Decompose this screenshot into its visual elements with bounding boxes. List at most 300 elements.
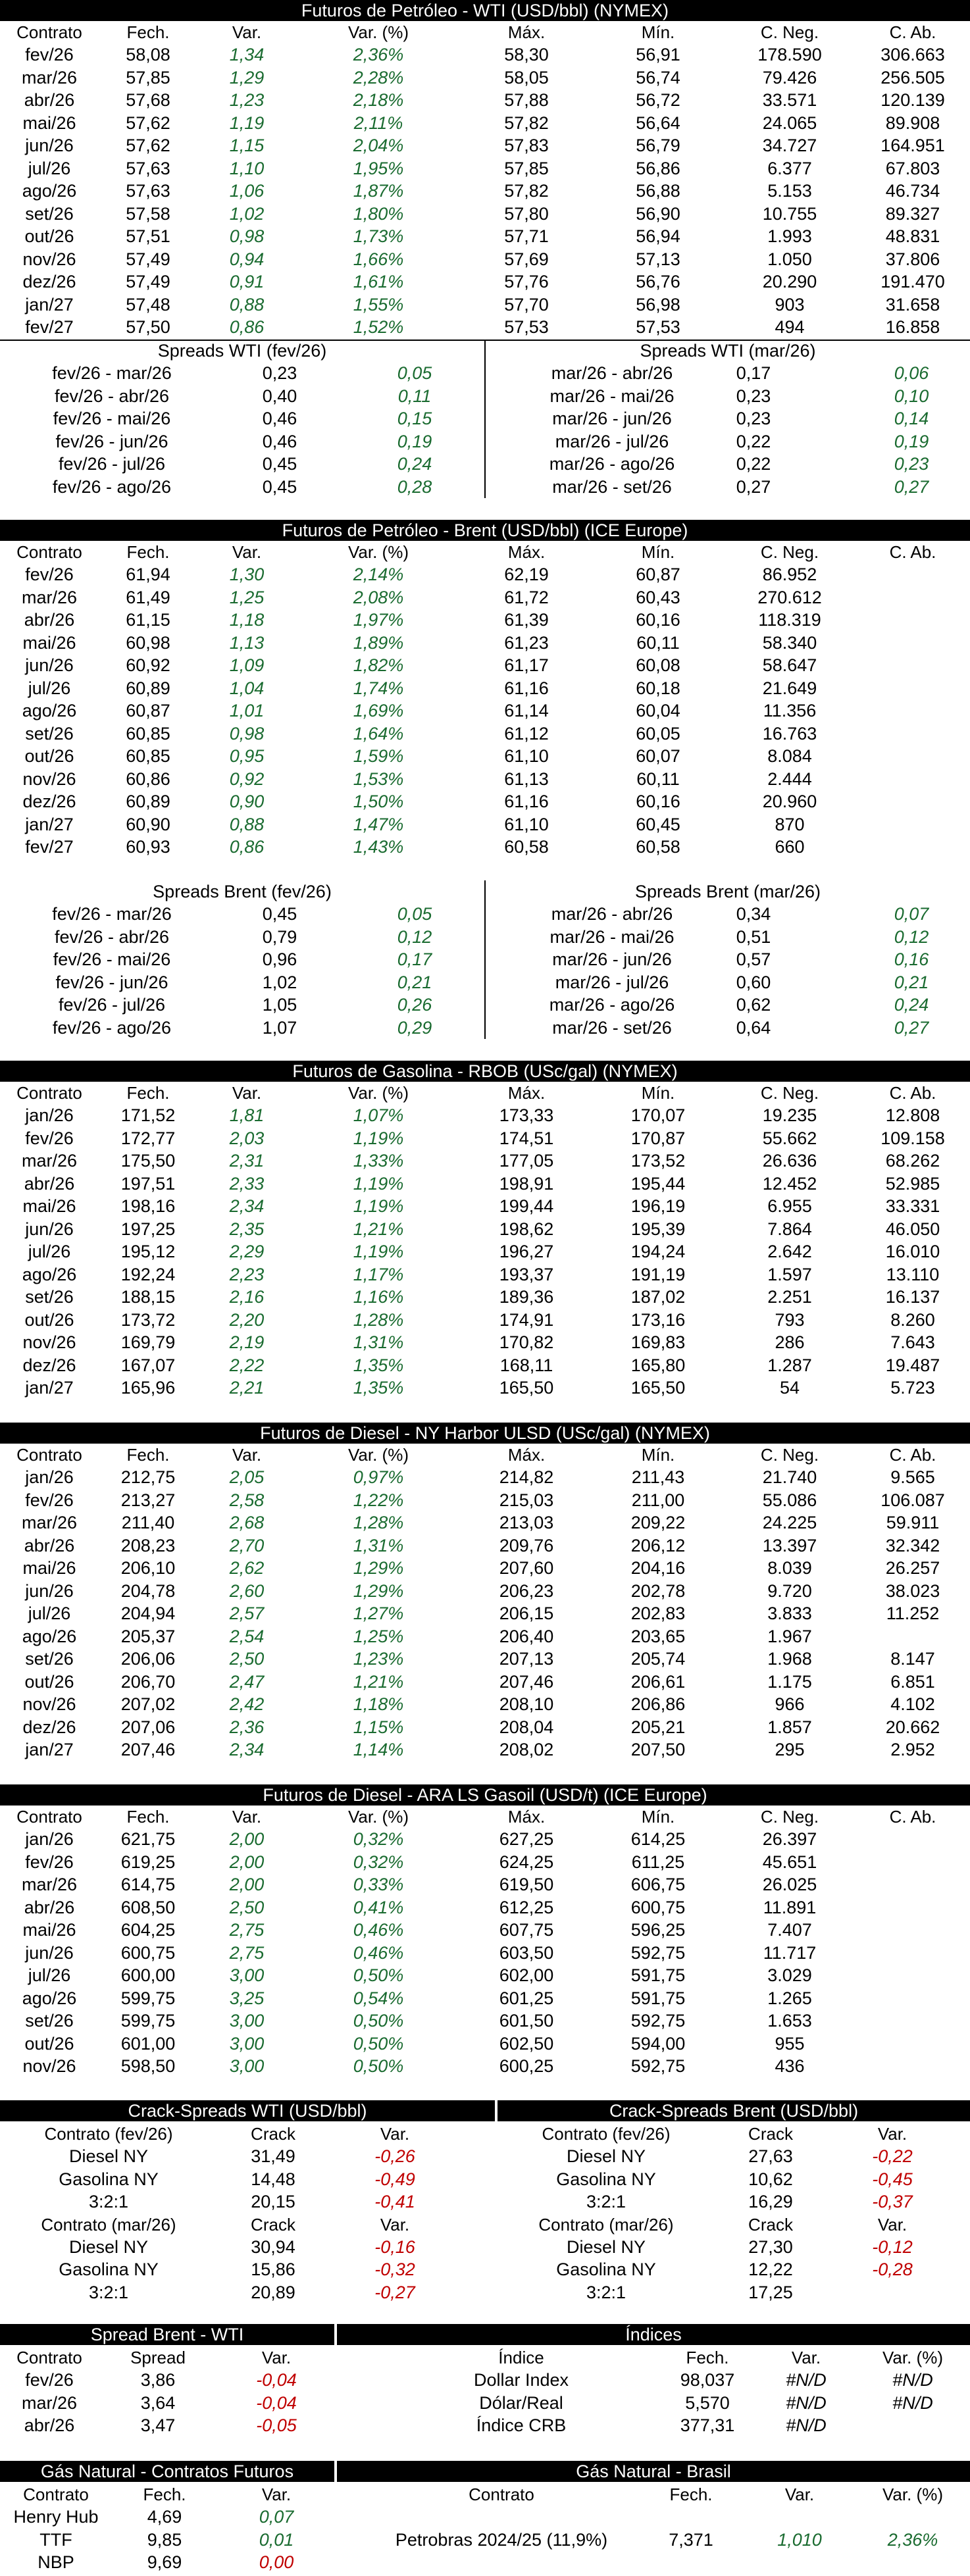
table-row (0, 112, 970, 135)
wti-cell: 67.803 (885, 158, 940, 178)
gasoil-header-row (0, 1806, 970, 1828)
rbob-cell: 1,81 (229, 1105, 265, 1125)
gasoil-cell: ago/26 (22, 1988, 77, 2008)
rbob-cell: jul/26 (28, 1242, 71, 1261)
spread-bw-value: 3,64 (140, 2392, 176, 2413)
brent-cell: fev/27 (25, 837, 74, 857)
table-row (0, 768, 970, 791)
rbob-cell: 1,19% (353, 1196, 404, 1216)
gasoil-cell: 3,00 (229, 2011, 265, 2031)
gasoil-cell: 596,25 (630, 1920, 686, 1940)
ulsd-col-header: Var. (%) (348, 1445, 409, 1465)
table-row (0, 1309, 970, 1332)
brent-cell: 61,16 (504, 792, 549, 811)
gasoil-cell: 621,75 (120, 1829, 176, 1849)
rbob-cell: 169,83 (630, 1332, 686, 1352)
brent-cell: 1,13 (229, 632, 265, 653)
brent-cell: 60,92 (126, 655, 170, 675)
table-row (0, 134, 970, 157)
index-name: Dollar Index (473, 2370, 569, 2390)
crack-row (0, 2281, 472, 2304)
rbob-cell: 2,29 (229, 1242, 265, 1261)
rbob-cell: 33.331 (885, 1196, 940, 1216)
crack-label: 3:2:1 (88, 2282, 129, 2302)
rbob-cell: 177,05 (499, 1151, 554, 1171)
ulsd-cell: 213,27 (120, 1490, 176, 1510)
gasoil-cell: 11.891 (763, 1897, 817, 1917)
rbob-cell: 170,87 (630, 1128, 686, 1148)
spread-value: 0,79 (262, 926, 297, 947)
crack-col-header: Crack (251, 2124, 295, 2144)
table-row (0, 1625, 970, 1648)
natgas-value: 9,69 (147, 2552, 182, 2572)
ulsd-cell: 2,47 (229, 1671, 265, 1692)
spread-var: 0,29 (397, 1017, 432, 1038)
gasoil-cell: 627,25 (499, 1829, 554, 1849)
gasoil-col-header: C. Ab. (889, 1807, 936, 1827)
rbob-cell: fev/26 (25, 1128, 74, 1148)
gasoil-cell: jul/26 (28, 1965, 71, 1985)
wti-col-header: Var. (%) (348, 22, 409, 42)
wti-cell: 56,76 (636, 272, 680, 291)
ulsd-cell: 206,10 (120, 1558, 176, 1578)
wti-cell: 57,80 (504, 203, 549, 224)
index-var: #N/D (786, 2392, 827, 2413)
ulsd-cell: 38.023 (885, 1580, 940, 1601)
spread-value: 1,02 (262, 972, 297, 992)
spread-var: 0,05 (397, 904, 432, 924)
table-row (0, 293, 970, 316)
ulsd-cell: 32.342 (885, 1535, 940, 1555)
spread-bw-var: -0,04 (256, 2370, 297, 2390)
spread-label: fev/26 - mar/26 (52, 904, 172, 924)
ulsd-cell: 215,03 (499, 1490, 554, 1510)
table-row (0, 1263, 970, 1286)
crack-row (498, 2281, 970, 2304)
brent-section (0, 520, 970, 859)
crack-label: Gasolina NY (556, 2169, 656, 2189)
brent-cell: 16.763 (762, 723, 817, 744)
ulsd-cell: jan/27 (25, 1740, 74, 1759)
rbob-cell: 170,07 (630, 1105, 686, 1125)
wti-cell: 56,64 (636, 113, 680, 133)
table-row (0, 813, 970, 836)
crack-var: -0,37 (872, 2192, 913, 2211)
wti-cell: 0,91 (229, 272, 265, 291)
wti-col-header: C. Ab. (889, 22, 936, 42)
ulsd-cell: 2,68 (229, 1513, 265, 1532)
ulsd-cell: 2,34 (229, 1740, 265, 1759)
wti-cell: 1,23 (229, 90, 265, 110)
wti-cell: 57,70 (504, 294, 549, 315)
gasoil-cell: 0,33% (353, 1875, 404, 1894)
spread-row (0, 385, 970, 408)
gasoil-cell: 0,46% (353, 1942, 404, 1963)
brent-cell: 1,53% (353, 769, 404, 789)
spread-bw-var: -0,05 (256, 2415, 297, 2435)
rbob-cell: 2,33 (229, 1173, 265, 1194)
spread-value: 0,45 (262, 454, 297, 474)
ulsd-cell: 21.740 (762, 1467, 817, 1487)
brent-cell: 61,39 (504, 610, 549, 630)
gasoil-cell: 2,00 (229, 1875, 265, 1894)
natgas-col-header: Fech. (143, 2485, 186, 2504)
wti-cell: 56,79 (636, 136, 680, 155)
crack-row (0, 2190, 472, 2213)
rbob-cell: nov/26 (22, 1332, 76, 1352)
spread-var: 0,19 (397, 431, 432, 451)
rbob-cell: 19.487 (885, 1355, 940, 1375)
gasoil-cell: 614,75 (120, 1875, 176, 1894)
table-row (0, 699, 970, 722)
table-row (0, 1602, 970, 1625)
ulsd-cell: mai/26 (22, 1558, 76, 1578)
crack-label: Gasolina NY (59, 2260, 159, 2279)
wti-cell: 57,49 (126, 249, 170, 269)
spread-row (0, 362, 970, 385)
gasoil-cell: 3,00 (229, 2033, 265, 2054)
rbob-cell: 196,19 (630, 1196, 686, 1216)
wti-cell: 2,04% (353, 136, 404, 155)
ulsd-cell: 106.087 (881, 1490, 945, 1510)
crack-header-row (0, 2213, 472, 2236)
ulsd-cell: 208,10 (499, 1694, 554, 1714)
wti-cell: 2,36% (353, 45, 404, 64)
wti-cell: 57,71 (504, 226, 549, 246)
rbob-cell: 16.010 (885, 1242, 940, 1261)
brent-cell: 61,10 (504, 814, 549, 834)
gasoil-cell: 599,75 (120, 1988, 176, 2008)
spread-label: mar/26 - abr/26 (551, 904, 673, 924)
natgas-contract: TTF (39, 2529, 72, 2550)
gasoil-cell: 624,25 (499, 1852, 554, 1872)
spread-var: 0,12 (894, 926, 929, 947)
ulsd-cell: 11.252 (886, 1604, 940, 1623)
wti-cell: 89.908 (885, 113, 940, 133)
brent-cell: abr/26 (24, 610, 75, 630)
index-value: 377,31 (680, 2415, 735, 2435)
spread-bw-contract: abr/26 (24, 2415, 75, 2435)
spread-row (0, 453, 970, 476)
wti-cell: 494 (775, 317, 805, 337)
rbob-cell: 1,35% (353, 1378, 404, 1398)
rbob-cell: 1,33% (353, 1151, 404, 1171)
brent-cell: 870 (775, 814, 805, 834)
table-row (0, 1286, 970, 1309)
ulsd-cell: 1.857 (767, 1717, 812, 1737)
wti-cell: 2,28% (353, 67, 404, 88)
ulsd-cell: 2,60 (229, 1580, 265, 1601)
spread-var: 0,16 (894, 949, 929, 969)
spreads-left-title: Spreads Brent (fev/26) (153, 882, 332, 901)
brent-cell: mai/26 (22, 632, 76, 653)
ulsd-cell: 207,13 (499, 1649, 554, 1669)
spread-var: 0,27 (894, 476, 929, 497)
brent-cell: 2.444 (767, 769, 812, 789)
brent-cell: 1,43% (353, 837, 404, 857)
table-row (0, 1557, 970, 1580)
index-value: 5,570 (685, 2392, 730, 2413)
gasoil-cell: 601,50 (499, 2011, 554, 2031)
ulsd-cell: nov/26 (22, 1694, 76, 1714)
table-row (0, 1964, 970, 1987)
brent-cell: 2,14% (353, 565, 404, 584)
spread-label: fev/26 - jun/26 (55, 431, 168, 451)
gasoil-col-header: Contrato (16, 1807, 82, 1827)
crack-value: 17,25 (748, 2282, 793, 2302)
table-row (0, 248, 970, 271)
gasoil-col-header: Mín. (641, 1807, 675, 1827)
rbob-col-header: Var. (%) (348, 1083, 409, 1103)
gasoil-cell: 600,75 (630, 1897, 686, 1917)
ulsd-cell: 208,04 (499, 1717, 554, 1737)
rbob-cell: 2.642 (767, 1242, 812, 1261)
gasoil-cell: 602,00 (499, 1965, 554, 1985)
crack-row (498, 2145, 970, 2168)
brent-spreads (0, 880, 970, 1039)
rbob-cell: 2,31 (229, 1151, 265, 1171)
rbob-cell: mai/26 (22, 1196, 76, 1216)
gasoil-cell: 602,50 (499, 2033, 554, 2054)
brent-cell: 1,04 (229, 678, 265, 698)
rbob-cell: 173,52 (630, 1151, 686, 1171)
gasoil-cell: jun/26 (25, 1942, 74, 1963)
table-row (0, 316, 970, 339)
ulsd-cell: 2,05 (229, 1467, 265, 1487)
gasoil-cell: 600,25 (499, 2056, 554, 2076)
wti-cell: 6.377 (767, 158, 812, 178)
brent-cell: 60,04 (636, 701, 680, 720)
gas-brasil-var: 1,010 (777, 2529, 822, 2550)
crack-row (0, 2236, 472, 2259)
wti-cell: 89.327 (885, 203, 940, 224)
crack-row (0, 2168, 472, 2191)
brent-cell: 60,43 (636, 587, 680, 607)
ulsd-cell: 26.257 (885, 1558, 940, 1578)
brent-cell: 0,90 (229, 792, 265, 811)
rbob-cell: 2,34 (229, 1196, 265, 1216)
table-row (0, 654, 970, 677)
spread-value: 0,57 (736, 949, 771, 969)
gas-brasil-contract: Petrobras 2024/25 (11,9%) (395, 2529, 608, 2550)
ulsd-cell: 9.720 (767, 1580, 812, 1601)
ulsd-section (0, 1423, 970, 1761)
spread-label: fev/26 - jul/26 (58, 995, 166, 1015)
wti-cell: 57,82 (504, 181, 549, 201)
wti-cell: 16.858 (885, 317, 940, 337)
spread-var: 0,14 (894, 409, 929, 428)
table-row (0, 1919, 970, 1942)
brent-cell: 60,05 (636, 723, 680, 744)
rbob-cell: 174,91 (499, 1309, 554, 1330)
spread-bw-contract: fev/26 (25, 2370, 74, 2390)
wti-cell: 1,55% (353, 294, 404, 315)
spread-row (0, 476, 970, 499)
wti-cell: 57,85 (126, 67, 170, 88)
wti-cell: 57,50 (126, 317, 170, 337)
table-row (0, 677, 970, 700)
rbob-cell: 5.723 (890, 1378, 935, 1398)
crack-var: -0,22 (872, 2146, 913, 2166)
crack-contract-header: Contrato (fev/26) (542, 2124, 671, 2144)
crack-header-row (498, 2123, 970, 2145)
spread-row (0, 994, 970, 1017)
rbob-cell: 1,17% (353, 1264, 404, 1284)
spread-value: 0,45 (262, 904, 297, 924)
spread-var: 0,05 (397, 363, 432, 383)
wti-cell: 58,08 (126, 45, 170, 64)
natgas-contract: NBP (38, 2552, 74, 2572)
rbob-cell: 52.985 (885, 1173, 940, 1194)
index-value: 98,037 (680, 2370, 735, 2390)
spread-var: 0,10 (894, 386, 929, 406)
rbob-cell: 6.955 (767, 1196, 812, 1216)
crack-value: 30,94 (251, 2236, 295, 2257)
wti-cell: 57,62 (126, 136, 170, 155)
rbob-cell: jun/26 (25, 1219, 74, 1239)
brent-cell: 1,47% (353, 814, 404, 834)
ulsd-cell: 1,14% (353, 1740, 404, 1759)
wti-cell: 191.470 (881, 272, 945, 291)
brent-cell: dez/26 (22, 792, 76, 811)
spread-value: 0,64 (736, 1017, 771, 1038)
rbob-cell: 191,19 (630, 1264, 686, 1284)
rbob-cell: 165,96 (120, 1378, 176, 1398)
spread-bw-contract: mar/26 (21, 2392, 78, 2413)
rbob-cell: 198,91 (499, 1173, 554, 1194)
gasoil-cell: 955 (775, 2033, 805, 2054)
ulsd-cell: 1,15% (353, 1717, 404, 1737)
table-row (0, 66, 970, 89)
ulsd-cell: 2,57 (229, 1604, 265, 1623)
brent-cell: 60,18 (636, 678, 680, 698)
spreads-right-title: Spreads WTI (mar/26) (640, 341, 816, 361)
brent-cell: 60,90 (126, 814, 170, 834)
wti-cell: 0,94 (229, 249, 265, 269)
table-row (0, 1240, 970, 1263)
gasoil-cell: 3,25 (229, 1988, 265, 2008)
spread-var: 0,28 (397, 476, 432, 497)
wti-cell: 2,11% (353, 113, 403, 133)
wti-cell: 1,61% (353, 272, 404, 291)
gasoil-cell: 0,46% (353, 1920, 404, 1940)
crack-var: -0,27 (374, 2282, 415, 2302)
spread-var: 0,07 (894, 904, 929, 924)
gasoil-cell: 591,75 (630, 1988, 686, 2008)
wti-cell: 57,63 (126, 158, 170, 178)
ulsd-cell: 209,22 (630, 1513, 686, 1532)
wti-cell: 57,63 (126, 181, 170, 201)
rbob-cell: 197,25 (120, 1219, 176, 1239)
brent-cell: jul/26 (28, 678, 71, 698)
wti-cell: 1.993 (767, 226, 812, 246)
brent-cell: 58.340 (762, 632, 817, 653)
index-var-pct: #N/D (892, 2392, 933, 2413)
table-row (0, 2033, 970, 2056)
gasoil-title: Futuros de Diesel - ARA LS Gasoil (USD/t) (ICE Europe) (0, 1784, 970, 1806)
crack-label: Gasolina NY (556, 2260, 656, 2279)
crack-col-header: Crack (251, 2214, 295, 2235)
wti-cell: 57,88 (504, 90, 549, 110)
rbob-cell: 194,24 (630, 1242, 686, 1261)
wti-cell: 48.831 (885, 226, 940, 246)
spread-var: 0,11 (397, 386, 432, 406)
ulsd-cell: 1,29% (353, 1580, 404, 1601)
rbob-cell: 1,35% (353, 1355, 404, 1375)
rbob-cell: set/26 (25, 1287, 74, 1307)
gasoil-cell: mai/26 (22, 1920, 76, 1940)
crack-row (0, 2145, 472, 2168)
ulsd-cell: 207,60 (499, 1558, 554, 1578)
rbob-cell: 1,19% (353, 1128, 404, 1148)
ulsd-cell: 204,16 (630, 1558, 686, 1578)
ulsd-cell: 206,06 (120, 1649, 176, 1669)
ulsd-header-row (0, 1444, 970, 1466)
spread-indices-header (0, 2346, 970, 2369)
crack-value: 27,30 (748, 2236, 793, 2257)
crack-row (498, 2190, 970, 2213)
rbob-cell: 68.262 (885, 1151, 940, 1171)
spread-value: 0,46 (262, 431, 297, 451)
gasoil-section (0, 1784, 970, 2078)
wti-cell: 57,83 (504, 136, 549, 155)
gasoil-cell: set/26 (25, 2011, 74, 2031)
ulsd-cell: ago/26 (22, 1626, 77, 1646)
rbob-cell: 187,02 (630, 1287, 686, 1307)
ulsd-cell: 2,54 (229, 1626, 265, 1646)
spread-label: fev/26 - mar/26 (52, 363, 172, 383)
table-row (0, 1195, 970, 1218)
brent-cell: 61,13 (504, 769, 549, 789)
spread-row (0, 407, 970, 430)
ulsd-cell: 1,31% (353, 1535, 404, 1555)
brent-cell: 0,98 (229, 723, 265, 744)
ulsd-cell: 24.225 (762, 1513, 817, 1532)
brent-cell: 61,16 (504, 678, 549, 698)
rbob-cell: dez/26 (22, 1355, 76, 1375)
spread-label: fev/26 - jul/26 (58, 454, 166, 474)
rbob-cell: 195,39 (630, 1219, 686, 1239)
brent-col-header: C. Ab. (889, 542, 936, 562)
gasoil-cell: 592,75 (630, 1942, 686, 1963)
ulsd-cell: 966 (775, 1694, 805, 1714)
gasoil-cell: 2,00 (229, 1852, 265, 1872)
brent-col-header: Máx. (507, 542, 546, 562)
gasoil-cell: 599,75 (120, 2011, 176, 2031)
spread-value: 0,51 (736, 926, 771, 947)
gasoil-cell: 614,25 (630, 1829, 686, 1849)
brent-cell: jan/27 (25, 814, 74, 834)
wti-cell: 1,87% (353, 181, 404, 201)
brent-cell: 1,59% (353, 746, 404, 766)
rbob-header-row (0, 1082, 970, 1104)
wti-cell: 1,29 (229, 67, 265, 88)
ulsd-cell: fev/26 (25, 1490, 74, 1510)
wti-cell: jan/27 (25, 294, 74, 315)
wti-cell: 56,90 (636, 203, 680, 224)
ulsd-cell: out/26 (24, 1671, 74, 1692)
crack-contract-header: Contrato (fev/26) (44, 2124, 173, 2144)
wti-col-header: Contrato (16, 22, 82, 42)
wti-cell: 1,66% (353, 249, 404, 269)
gasoil-col-header: Var. (232, 1807, 262, 1827)
spread-label: fev/26 - abr/26 (54, 386, 170, 406)
ulsd-cell: 2.952 (890, 1740, 935, 1759)
rbob-cell: 1,16% (353, 1287, 404, 1307)
rbob-cell: 198,62 (499, 1219, 554, 1239)
rbob-cell: 7.643 (890, 1332, 935, 1352)
crack-brent-title: Crack-Spreads Brent (USD/bbl) (498, 2100, 970, 2121)
